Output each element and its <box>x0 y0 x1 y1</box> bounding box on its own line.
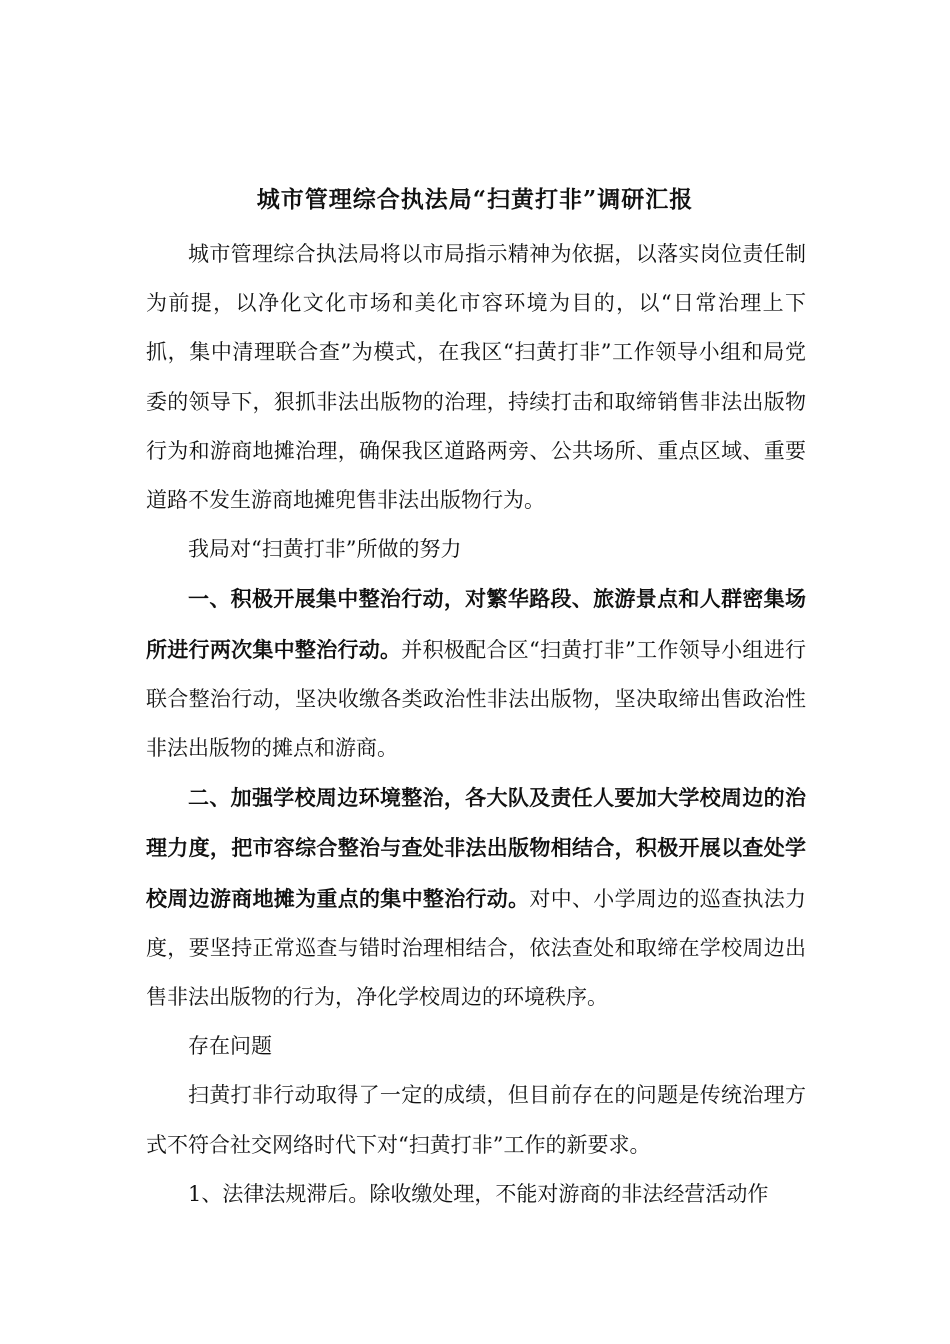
paragraph-intro: 城市管理综合执法局将以市局指示精神为依据，以落实岗位责任制为前提，以净化文化市场和美化市容环境为目的，以“日常治理上下抓，集中清理联合查”为模式，在我区“扫黄打非”工作领导小组和局党委的领导下，狠抓非法出版物的治理，持续打击和取缔销售非法出版物行为和游商地摊治理，确保我区道路两旁、公共场所、重点区域、重要道路不发生游商地摊兜售非法出版物行为。 <box>146 242 806 513</box>
paragraph-problems: 扫黄打非行动取得了一定的成绩，但目前存在的问题是传统治理方式不符合社交网络时代下对“扫黄打非”工作的新要求。 <box>146 1083 806 1157</box>
paragraph-problem-one: 1、法律法规滞后。除收缴处理，不能对游商的非法经营活动作 <box>188 1181 769 1206</box>
section-heading-efforts: 我局对“扫黄打非”所做的努力 <box>188 537 462 562</box>
item-two-bold-text: 二、加强学校周边环境整治，各大队及责任人要加大学校周边的治理力度，把市容综合整治与查处非法出版物相结合，积极开展以查处学校周边游商地摊为重点的集中整治行动。 <box>146 785 806 911</box>
document-title: 城市管理综合执法局“扫黄打非”调研汇报 <box>256 186 694 213</box>
item-one-bold-text: 一、积极开展集中整治行动，对繁华路段、旅游景点和人群密集场所进行两次集中整治行动。 <box>146 586 806 662</box>
paragraph-item-two <box>146 773 806 1022</box>
item-one-text: 并积极配合区“扫黄打非”工作领导小组进行联合整治行动，坚决收缴各类政治性非法出版物，坚决取缔出售政治性非法出版物的摊点和游商。 <box>146 637 806 761</box>
paragraph-item-one <box>146 574 806 773</box>
document-body <box>146 230 806 1219</box>
item-two-text: 对中、小学周边的巡查执法力度，要坚持正常巡查与错时治理相结合，依法查处和取缔在学校周边出售非法出版物的行为，净化学校周边的环境秩序。 <box>146 886 807 1010</box>
section-heading-problems: 存在问题 <box>188 1034 272 1059</box>
